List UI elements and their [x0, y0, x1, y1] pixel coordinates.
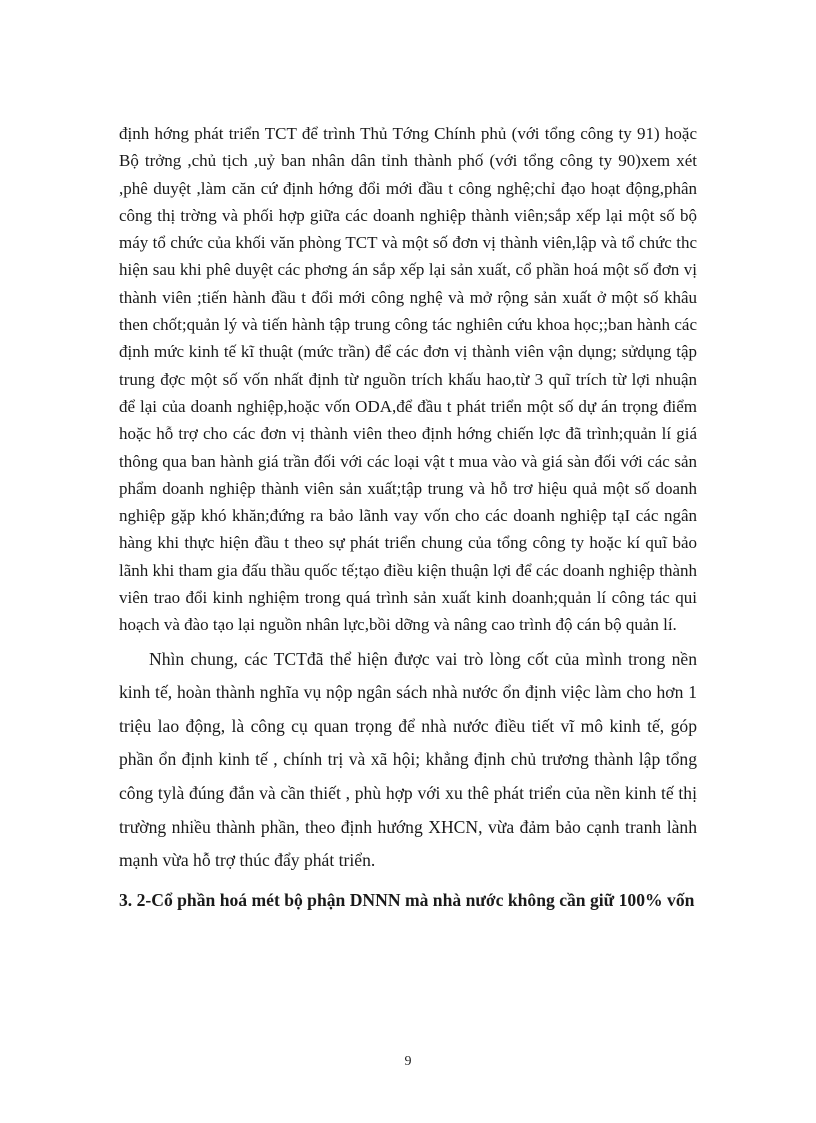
page-number: 9 — [404, 1054, 412, 1069]
body-paragraph-2: Nhìn chung, các TCTđã thể hiện được vai trò lòng cốt của mình trong nền kinh tế, hoàn thành nghĩa vụ nộp ngân sách nhà nước ổn định việc làm cho hơn 1 triệu lao động, là công cụ quan trọng để nhà nước điều tiết vĩ mô kinh tế, góp phần ổn định kinh tế , chính trị và xã hội; khẳng định chủ trương thành lập tổng công tylà đúng đắn và cần thiết , phù hợp với xu thê phát triển của nền kinh tế thị trường nhiều thành phần, theo định hướng XHCN, vừa đảm bảo cạnh tranh lành mạnh vừa hỗ trợ thúc đẩy phát triển. — [119, 648, 697, 871]
section-heading: 3. 2-Cổ phần hoá mét bộ phận DNNN mà nhà nước không cần giữ 100% vốn — [119, 889, 695, 910]
document-page — [119, 120, 697, 917]
body-paragraph-1: định hớng phát triển TCT để trình Thủ Tớng Chính phủ (với tổng công ty 91) hoặc Bộ trởng ,chủ tịch ,uỷ ban nhân dân tỉnh thành phố (với tổng công ty 90)xem xét ,phê duyệt ,làm căn cứ định hớng đổi mới đầu t công nghệ;chỉ đạo hoạt động,phân công thị trờng và phối hợp giữa các doanh nghiệp thành viên;sắp xếp lại một số bộ máy tổ chức của khối văn phòng TCT và một số đơn vị thành viên,lập và tổ chức thc hiện sau khi phê duyệt các phơng án sắp xếp lại sản xuất, cổ phần hoá một số đơn vị thành viên ;tiến hành đầu t đổi mới công nghệ và mở rộng sản xuất ở một số khâu then chốt;quản lý và tiến hành tập trung công tác nghiên cứu khoa học;;ban hành các định mức kinh tế kĩ thuật (mức trần) để các đơn vị thành viên vận dụng; sửdụng tập trung đợc một số vốn nhất định từ nguồn trích khấu hao,từ 3 quĩ trích từ lợi nhuận để lại của doanh nghiệp,hoặc vốn ODA,để đầu t phát triển một số dự án trọng điểm hoặc hỗ trợ cho các đơn vị thành viên theo định hớng chiến lợc đã trình;quản lí giá thông qua ban hành giá trần đối với các loại vật t mua vào và giá sàn đối với các sản phẩm doanh nghiệp thành viên sản xuất;tập trung và hỗ trơ hiệu quả một số doanh nghiệp gặp khó khăn;đứng ra bảo lãnh vay vốn cho các doanh nghiệp tạI các ngân hàng khi thực hiện đầu t theo sự phát triển chung của tổng công ty hoặc kí quĩ bảo lãnh khi tham gia đấu thầu quốc tế;tạo điều kiện thuận lợi để các doanh nghiệp thành viên trao đổi kinh nghiệm trong quá trình sản xuất kinh doanh;quản lí công tác qui hoạch và đào tạo lại nguồn nhân lực,bồi dỡng và nâng cao trình độ cán bộ quản lí. — [119, 124, 697, 635]
